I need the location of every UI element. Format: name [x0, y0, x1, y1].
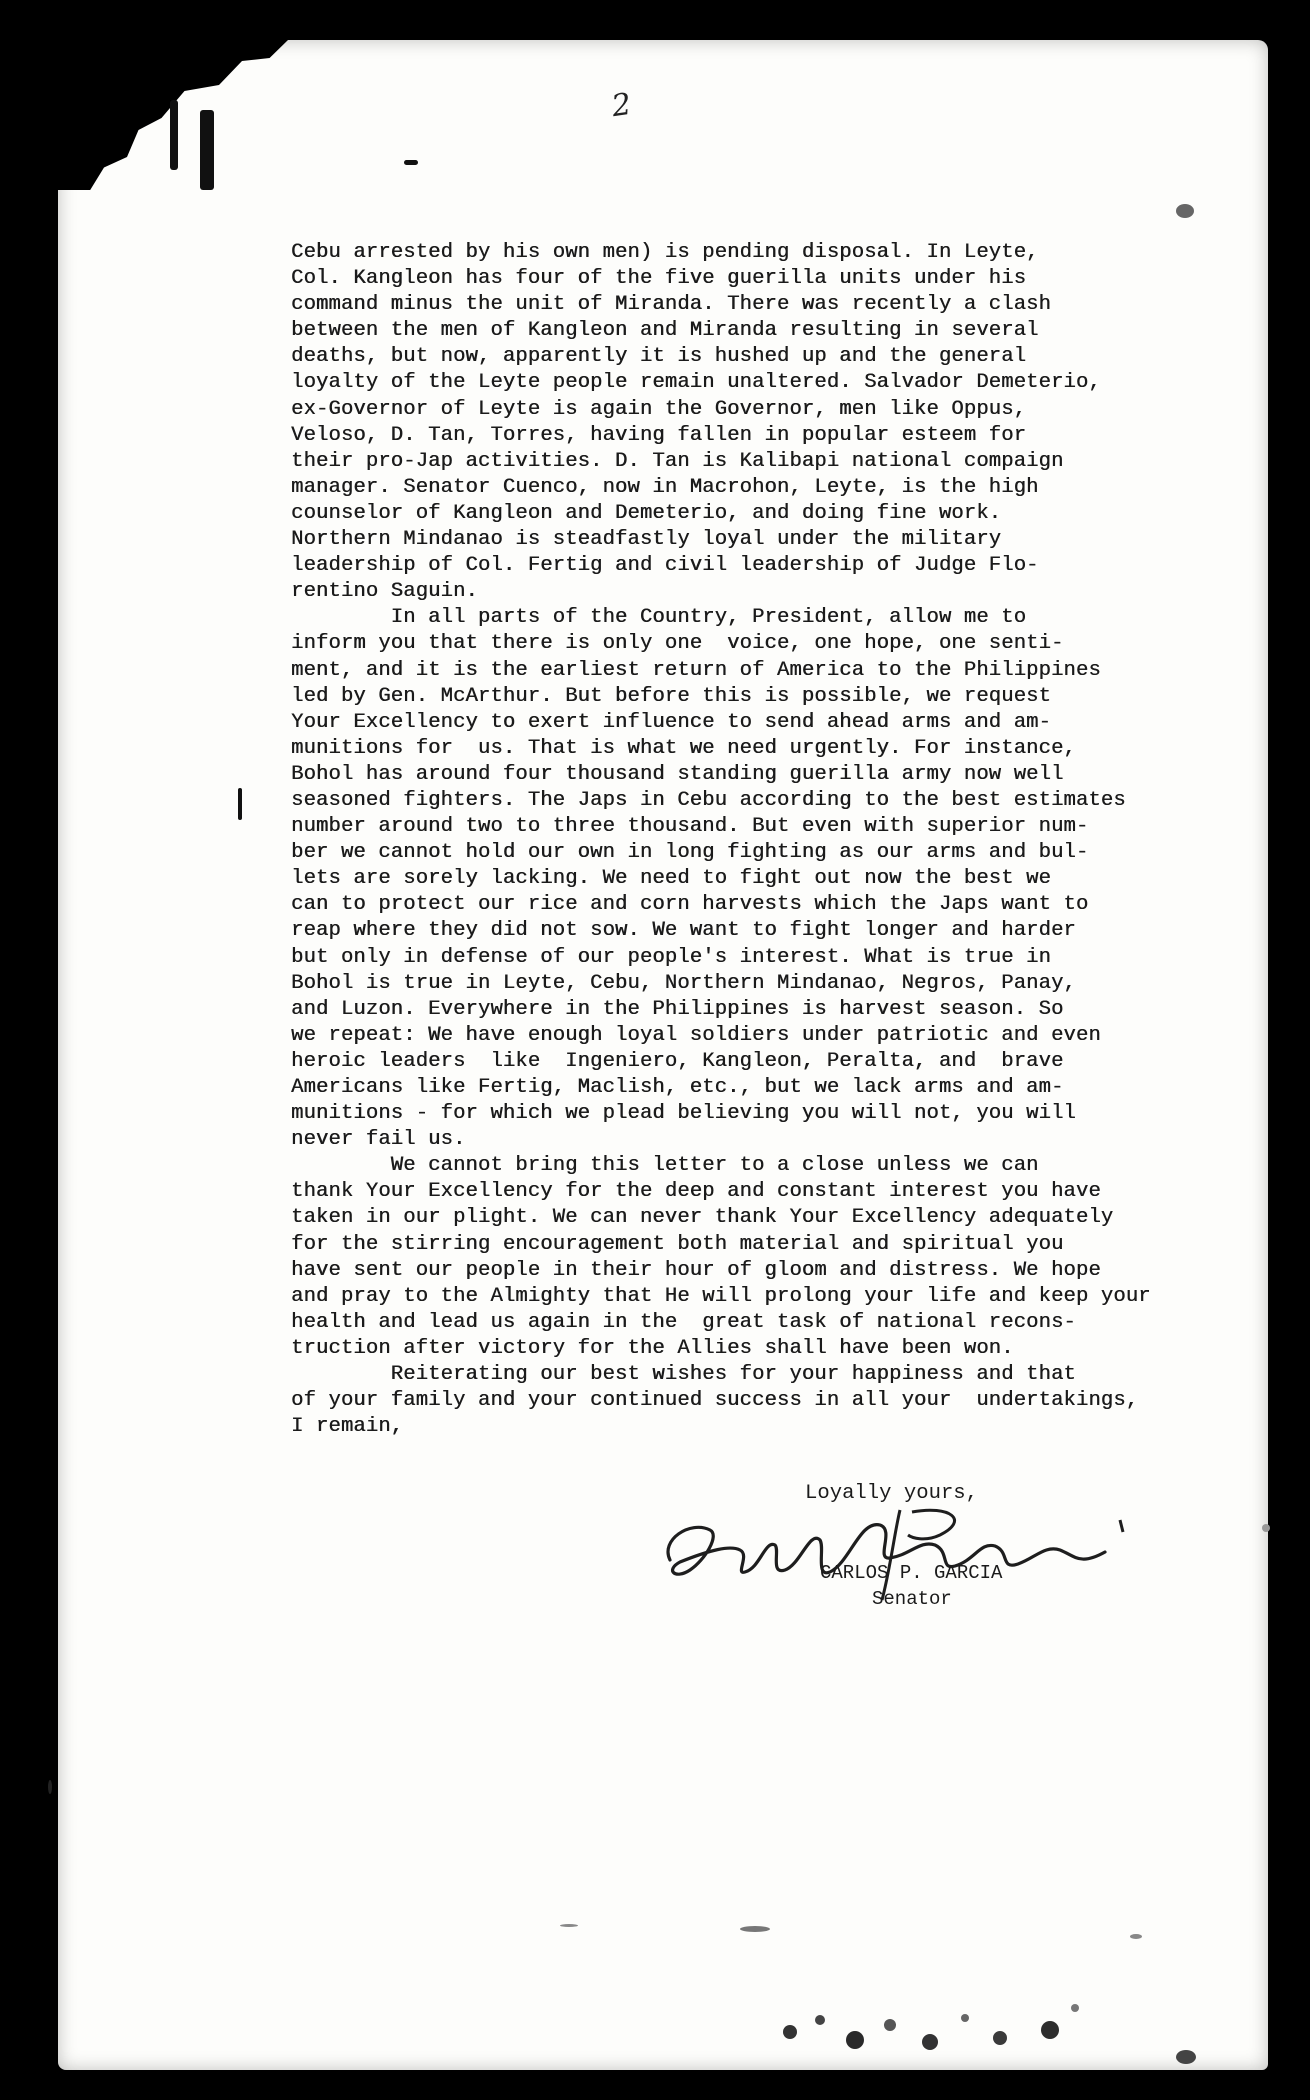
letter-line: for the stirring encouragement both material and spiritual you — [291, 1232, 1064, 1256]
letter-line: heroic leaders like Ingeniero, Kangleon, Peralta, and brave — [291, 1049, 1064, 1073]
letter-line: counselor of Kangleon and Demeterio, and doing fine work. — [291, 501, 1002, 525]
letter-line: Bohol is true in Leyte, Cebu, Northern Mindanao, Negros, Panay, — [291, 971, 1076, 995]
binding-mark — [238, 788, 242, 820]
letter-line: can to protect our rice and corn harvests which the Japs want to — [291, 893, 1089, 917]
letter-line: but only in defense of our people's interest. What is true in — [291, 945, 1051, 969]
paper-speck — [740, 1926, 770, 1932]
letter-line: of your family and your continued success in all your undertakings, — [291, 1389, 1139, 1413]
letter-line: seasoned fighters. The Japs in Cebu according to the best estimates — [291, 788, 1126, 812]
letter-line: their pro-Jap activities. D. Tan is Kalibapi national compaign — [291, 449, 1064, 473]
letter-line: we repeat: We have enough loyal soldiers under patriotic and even — [291, 1023, 1101, 1047]
letter-line: led by Gen. McArthur. But before this is possible, we request — [291, 684, 1051, 708]
letter-line: and pray to the Almighty that He will prolong your life and keep your — [291, 1284, 1151, 1308]
paper-speck — [1262, 1524, 1270, 1532]
letter-line: munitions - for which we plead believing you will not, you will — [291, 1102, 1076, 1126]
paper-speck — [48, 1780, 52, 1794]
letter-line: health and lead us again in the great task of national recons- — [291, 1310, 1076, 1334]
letter-line: never fail us. — [291, 1128, 466, 1152]
letter-line: rentino Saguin. — [291, 580, 478, 604]
binding-mark — [200, 110, 214, 190]
letter-line: and Luzon. Everywhere in the Philippines is harvest season. So — [291, 997, 1064, 1021]
paper-speck — [1130, 1934, 1142, 1939]
binding-mark — [170, 100, 178, 170]
letter-line: Northern Mindanao is steadfastly loyal under the military — [291, 528, 1002, 552]
letter-line: number around two to three thousand. But even with superior num- — [291, 815, 1089, 839]
letter-line: Cebu arrested by his own men) is pending disposal. In Leyte, — [291, 241, 1039, 264]
paper-speck — [1176, 2050, 1196, 2064]
binding-mark — [404, 160, 418, 165]
letter-line: Americans like Fertig, Maclish, etc., but we lack arms and am- — [291, 1076, 1064, 1099]
closing-salutation: Loyally yours, — [805, 1482, 979, 1505]
letter-line: Your Excellency to exert influence to send ahead arms and am- — [291, 710, 1051, 734]
bottom-stain — [760, 1980, 1090, 2060]
letter-line: deaths, but now, apparently it is hushed up and the general — [291, 345, 1027, 369]
paper-speck — [1176, 204, 1194, 218]
letter-line: ex-Governor of Leyte is again the Governor, men like Oppus, — [291, 397, 1027, 421]
letter-line: thank Your Excellency for the deep and constant interest you have — [291, 1180, 1101, 1204]
letter-line: inform you that there is only one voice, one hope, one senti- — [291, 632, 1064, 656]
letter-line: truction after victory for the Allies shall have been won. — [291, 1336, 1014, 1360]
letter-line: reap where they did not sow. We want to fight longer and harder — [291, 919, 1076, 943]
letter-body — [291, 240, 1191, 1440]
letter-line: loyalty of the Leyte people remain unaltered. Salvador Demeterio, — [291, 371, 1101, 395]
letter-line: Bohol has around four thousand standing guerilla army now well — [291, 762, 1064, 786]
letter-line: ber we cannot hold our own in long fighting as our arms and bul- — [291, 841, 1089, 865]
letter-line: Reiterating our best wishes for your happiness and that — [291, 1363, 1076, 1387]
signatory-title: Senator — [872, 1588, 952, 1610]
letter-line: We cannot bring this letter to a close unless we can — [291, 1154, 1039, 1178]
page-number: 2 — [609, 86, 634, 125]
letter-line: ment, and it is the earliest return of America to the Philippines — [291, 658, 1101, 682]
letter-line: Veloso, D. Tan, Torres, having fallen in popular esteem for — [291, 423, 1027, 447]
signatory-name: CARLOS P. GARCIA — [820, 1562, 1003, 1584]
letter-line: command minus the unit of Miranda. There was recently a clash — [291, 293, 1051, 317]
letter-line: taken in our plight. We can never thank Your Excellency adequately — [291, 1206, 1114, 1230]
letter-line: between the men of Kangleon and Miranda resulting in several — [291, 319, 1039, 343]
letter-line: Col. Kangleon has four of the five guerilla units under his — [291, 267, 1027, 291]
letter-line: lets are sorely lacking. We need to fight out now the best we — [291, 867, 1051, 891]
letter-line: In all parts of the Country, President, allow me to — [291, 606, 1027, 630]
letter-line: manager. Senator Cuenco, now in Macrohon, Leyte, is the high — [291, 475, 1039, 499]
letter-line: have sent our people in their hour of gloom and distress. We hope — [291, 1258, 1101, 1282]
letter-line: leadership of Col. Fertig and civil leadership of Judge Flo- — [291, 554, 1039, 578]
paper-speck — [560, 1924, 578, 1927]
letter-line: I remain, — [291, 1415, 404, 1439]
letter-line: munitions for us. That is what we need urgently. For instance, — [291, 736, 1076, 760]
